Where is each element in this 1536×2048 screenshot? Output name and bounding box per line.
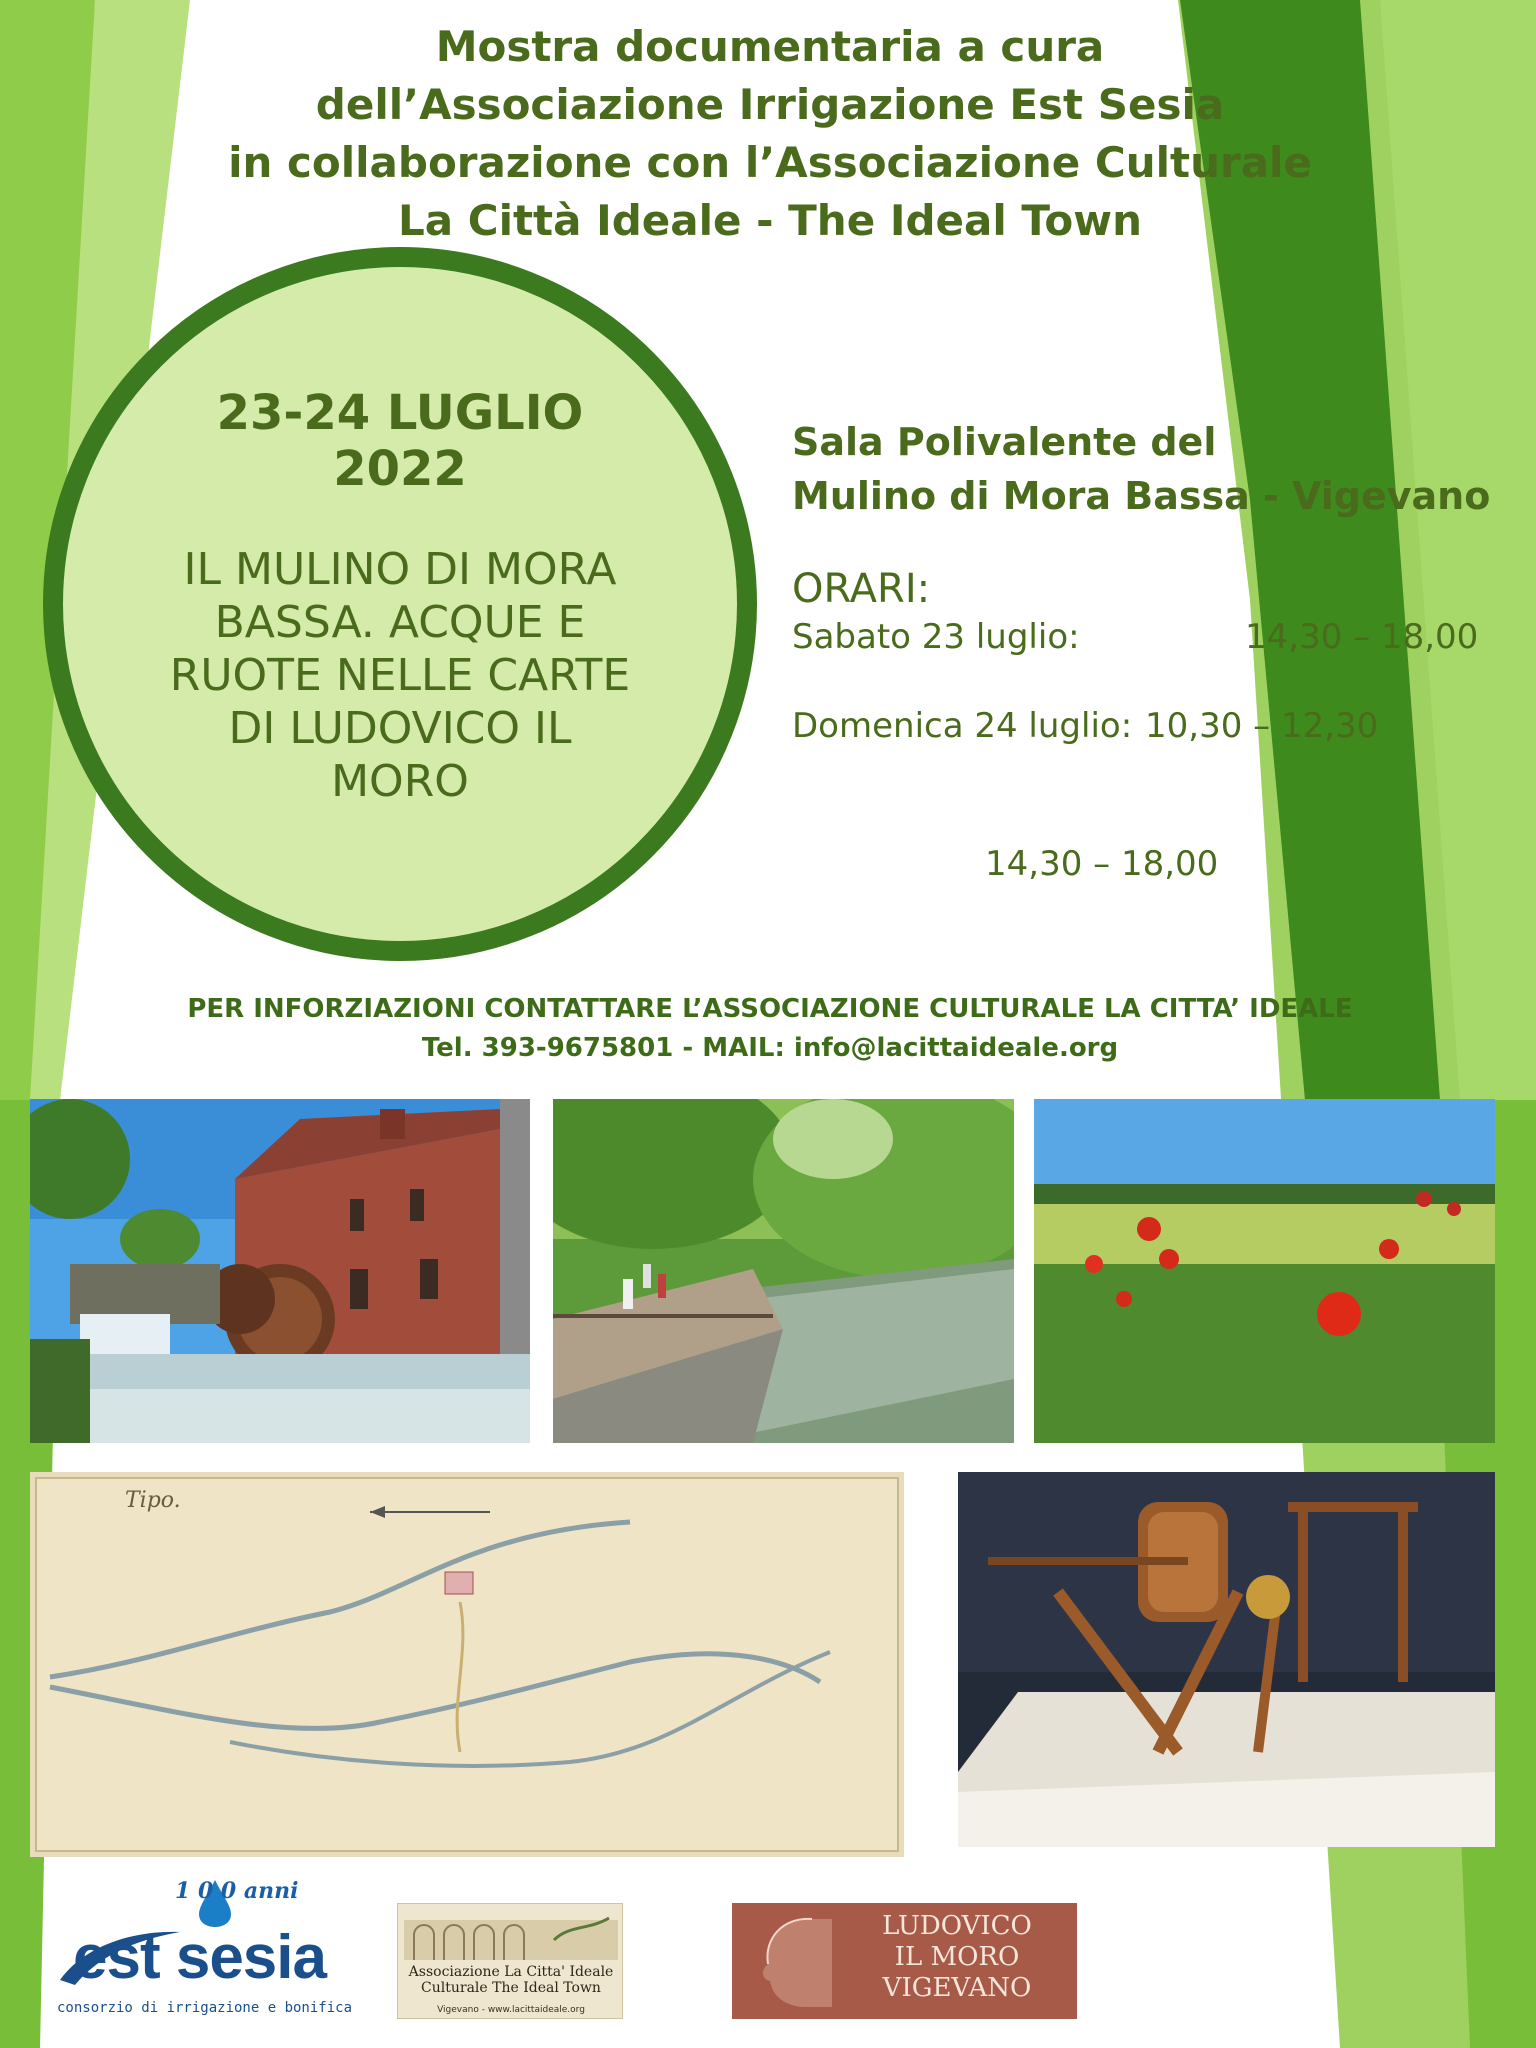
est-sesia-logo xyxy=(55,1878,353,2023)
moro-line-3: VIGEVANO xyxy=(882,1973,1032,2003)
contact-line-2: Tel. 393-9675801 - MAIL: info@lacittaideale.org xyxy=(421,1033,1119,1063)
event-title-line: MORO xyxy=(331,756,469,807)
event-title-line: IL MULINO DI MORA xyxy=(183,544,617,595)
saturday-day: Sabato 23 luglio: xyxy=(792,617,1080,657)
est-sesia-name: est sesia xyxy=(73,1923,326,1992)
citta-ideale-line-2: Culturale The Ideal Town xyxy=(421,1980,601,1996)
event-date-days: 23-24 LUGLIO xyxy=(216,385,584,441)
ludovico-il-moro-text xyxy=(847,1911,1067,2004)
citta-ideale-text xyxy=(402,1964,620,1996)
citta-ideale-line-1: Associazione La Citta' Ideale xyxy=(408,1964,614,1980)
event-title-line: RUOTE NELLE CARTE xyxy=(169,650,631,701)
mill-photo xyxy=(30,1099,530,1443)
sunday-day: Domenica 24 luglio: xyxy=(792,706,1133,746)
event-title-line: BASSA. ACQUE E xyxy=(214,597,586,648)
event-date xyxy=(100,385,700,497)
est-sesia-years: 1 0 0 anni xyxy=(175,1878,299,1904)
portrait-profile-icon xyxy=(742,1909,842,2013)
event-title-line: DI LUDOVICO IL xyxy=(228,703,572,754)
hours-label: ORARI: xyxy=(792,566,931,612)
historic-map-photo xyxy=(30,1472,904,1857)
citta-ideale-logo xyxy=(397,1903,623,2019)
leonardo-machine-photo xyxy=(958,1472,1495,1847)
ludovico-il-moro-logo xyxy=(732,1903,1077,2019)
header-block xyxy=(190,18,1350,250)
venue-line-2: Mulino di Mora Bassa - Vigevano xyxy=(792,474,1491,518)
poppy-field-photo xyxy=(1034,1099,1495,1443)
arches-icon xyxy=(404,1910,618,1960)
contact-line-1: PER INFORZIAZIONI CONTATTARE L’ASSOCIAZIONE CULTURALE LA CITTA’ IDEALE xyxy=(187,994,1353,1024)
event-title xyxy=(130,543,670,808)
sunday-time-afternoon: 14,30 – 18,00 xyxy=(985,844,1219,884)
svg-text:Tipo.: Tipo. xyxy=(125,1488,181,1513)
canal-photo xyxy=(553,1099,1014,1443)
citta-ideale-url: Vigevano - www.lacittaideale.org xyxy=(437,2005,585,2015)
event-date-year: 2022 xyxy=(333,441,467,497)
header-line-2: dell’Associazione Irrigazione Est Sesia xyxy=(315,80,1225,129)
header-line-1: Mostra documentaria a cura xyxy=(435,22,1105,71)
header-line-4: La Città Ideale - The Ideal Town xyxy=(398,196,1142,245)
header-line-3: in collaborazione con l’Associazione Culturale xyxy=(228,138,1312,187)
moro-line-1: LUDOVICO xyxy=(882,1911,1032,1941)
est-sesia-subtitle: consorzio di irrigazione e bonifica xyxy=(57,2000,353,2016)
moro-line-2: IL MORO xyxy=(894,1942,1020,1972)
saturday-time: 14,30 – 18,00 xyxy=(1245,617,1479,657)
venue-block xyxy=(792,415,1492,523)
sunday-time-morning: 10,30 – 12,30 xyxy=(1145,706,1379,746)
venue-line-1: Sala Polivalente del xyxy=(792,420,1217,464)
